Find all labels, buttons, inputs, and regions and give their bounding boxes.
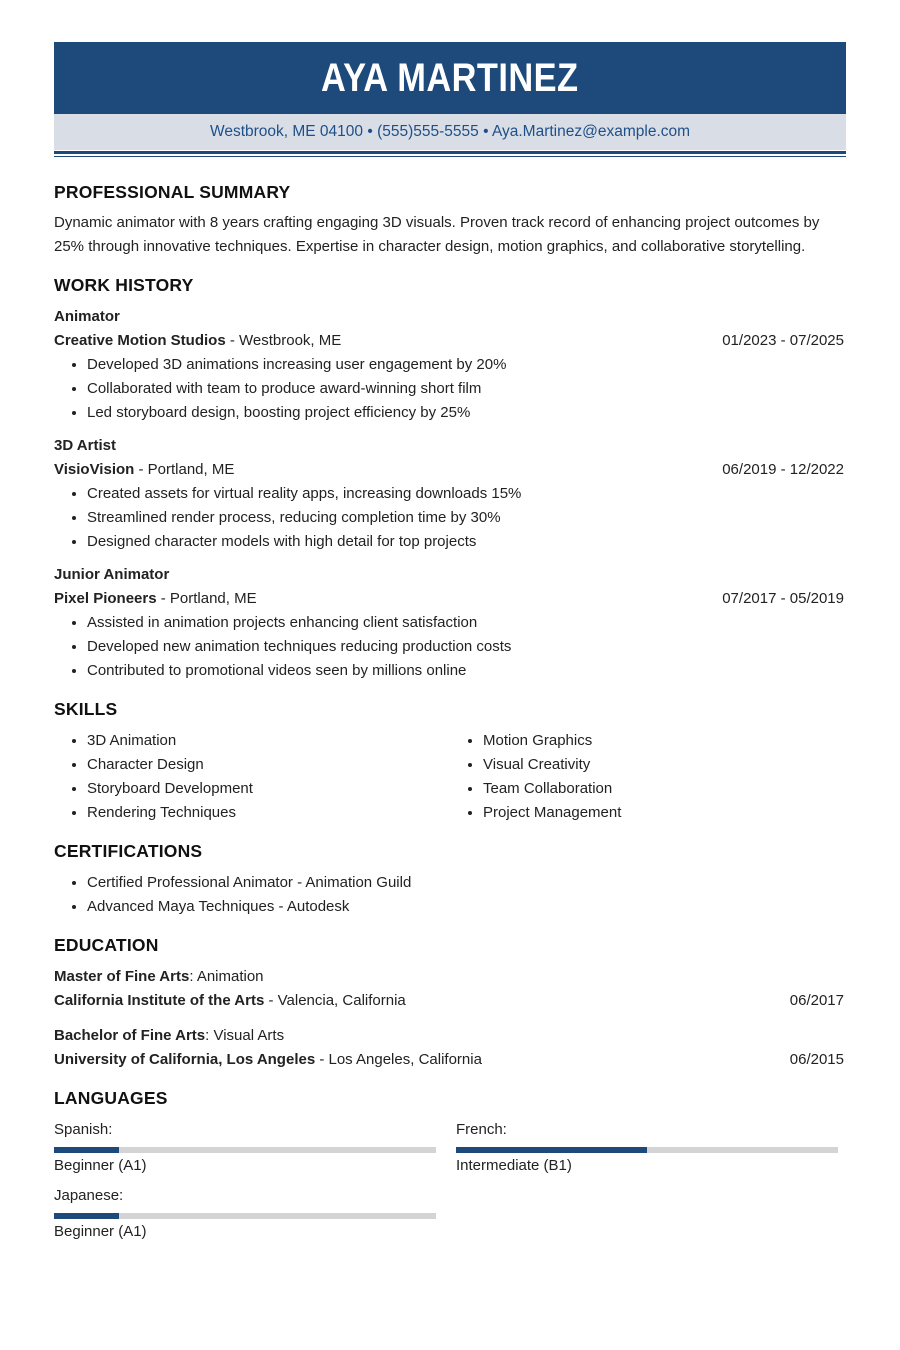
job-bullet: • Developed new animation techniques reducing production costs [87, 635, 844, 659]
language-name: Japanese: [54, 1187, 124, 1204]
job-employer-line [54, 458, 844, 482]
contact-bar [54, 114, 846, 150]
job-bullet: • Streamlined render process, reducing completion time by 30% [87, 506, 844, 530]
summary-section [54, 182, 844, 259]
language-proficiency-bar [54, 1147, 436, 1153]
job-company: Pixel Pioneers [54, 590, 157, 607]
job-entry [54, 434, 844, 554]
skill-item: • Visual Creativity [483, 753, 846, 777]
education-degree-line [54, 1024, 844, 1048]
job-bullet: • Designed character models with high detail for top projects [87, 530, 844, 554]
language-entry [54, 1185, 456, 1243]
education-school-line [54, 1048, 844, 1072]
skills-column-right [450, 729, 846, 825]
language-proficiency-fill [456, 1147, 647, 1153]
job-dates: 06/2019 - 12/2022 [722, 461, 844, 478]
name-banner [54, 42, 846, 114]
job-dates: 07/2017 - 05/2019 [722, 590, 844, 607]
education-school: University of California, Los Angeles [54, 1051, 316, 1068]
work-history-heading: WORK HISTORY [54, 275, 194, 295]
job-title: Junior Animator [54, 566, 170, 583]
skills-column-left [54, 729, 450, 825]
language-entry [456, 1119, 844, 1177]
education-section [54, 935, 844, 1072]
language-proficiency-fill [54, 1147, 119, 1153]
education-degree-line [54, 965, 844, 989]
skill-item: • Project Management [483, 801, 846, 825]
job-company: VisioVision [54, 461, 135, 478]
education-field: : Animation [189, 968, 264, 985]
contact-info: Westbrook, ME 04100 • (555)555-5555 • Aya.Martinez@example.com [209, 123, 691, 140]
header-rule-thin [54, 156, 846, 157]
education-heading: EDUCATION [54, 935, 159, 955]
skill-item: • Motion Graphics [483, 729, 846, 753]
language-proficiency-fill [54, 1213, 119, 1219]
education-school: California Institute of the Arts [54, 992, 265, 1009]
job-title: Animator [54, 308, 120, 325]
job-bullet: • Contributed to promotional videos seen by millions online [87, 659, 844, 683]
job-bullets [54, 482, 844, 554]
education-entry [54, 965, 844, 1013]
job-title: 3D Artist [54, 437, 116, 454]
job-company: Creative Motion Studios [54, 332, 226, 349]
education-degree: Bachelor of Fine Arts [54, 1027, 206, 1044]
job-bullets [54, 611, 844, 683]
job-employer-line [54, 329, 844, 353]
job-bullets [54, 353, 844, 425]
certifications-section [54, 841, 844, 919]
language-level: Intermediate (B1) [456, 1157, 572, 1174]
education-location: - Valencia, California [264, 992, 406, 1009]
skill-item: • Team Collaboration [483, 777, 846, 801]
summary-text: Dynamic animator with 8 years crafting engaging 3D visuals. Proven track record of enhancing project outcomes by 25% through innovative techniques. Expertise in character design, motion graphics, and collaborative storytelling. [54, 214, 820, 255]
education-entry [54, 1024, 844, 1072]
job-location: - Portland, ME [156, 590, 257, 607]
skill-item: • Character Design [87, 753, 450, 777]
education-degree: Master of Fine Arts [54, 968, 190, 985]
job-bullet: • Led storyboard design, boosting project efficiency by 25% [87, 401, 844, 425]
job-location: - Westbrook, ME [225, 332, 342, 349]
certifications-heading: CERTIFICATIONS [54, 841, 203, 861]
certifications-list [54, 871, 844, 919]
job-bullet: • Created assets for virtual reality apps, increasing downloads 15% [87, 482, 844, 506]
summary-heading: PROFESSIONAL SUMMARY [54, 182, 291, 202]
job-entry [54, 563, 844, 683]
job-bullet: • Assisted in animation projects enhancing client satisfaction [87, 611, 844, 635]
skill-item: • Storyboard Development [87, 777, 450, 801]
education-date: 06/2015 [789, 1051, 844, 1068]
header-rule [54, 151, 846, 154]
skills-section [54, 699, 844, 825]
candidate-name: AYA MARTINEZ [321, 55, 579, 100]
skills-grid [54, 729, 844, 825]
language-level: Beginner (A1) [54, 1157, 147, 1174]
education-location: - Los Angeles, California [315, 1051, 482, 1068]
job-bullet: • Developed 3D animations increasing user engagement by 20% [87, 353, 844, 377]
job-dates: 01/2023 - 07/2025 [722, 332, 844, 349]
language-level: Beginner (A1) [54, 1223, 147, 1240]
certification-item: • Certified Professional Animator - Animation Guild [87, 871, 844, 895]
language-proficiency-bar [456, 1147, 838, 1153]
education-school-line [54, 989, 844, 1013]
language-entry [54, 1119, 456, 1177]
job-employer-line [54, 587, 844, 611]
language-name: French: [456, 1121, 507, 1138]
education-field: : Visual Arts [205, 1027, 285, 1044]
education-date: 06/2017 [789, 992, 844, 1009]
languages-grid [54, 1119, 844, 1243]
job-bullet: • Collaborated with team to produce award-winning short film [87, 377, 844, 401]
certification-item: • Advanced Maya Techniques - Autodesk [87, 895, 844, 919]
language-name: Spanish: [54, 1121, 113, 1138]
language-proficiency-bar [54, 1213, 436, 1219]
skill-item: • 3D Animation [87, 729, 450, 753]
job-entry [54, 305, 844, 425]
skills-heading: SKILLS [54, 699, 118, 719]
skill-item: • Rendering Techniques [87, 801, 450, 825]
job-location: - Portland, ME [134, 461, 235, 478]
work-history-section [54, 275, 844, 683]
languages-section [54, 1088, 844, 1243]
languages-heading: LANGUAGES [54, 1088, 168, 1108]
resume-body [54, 182, 844, 1243]
